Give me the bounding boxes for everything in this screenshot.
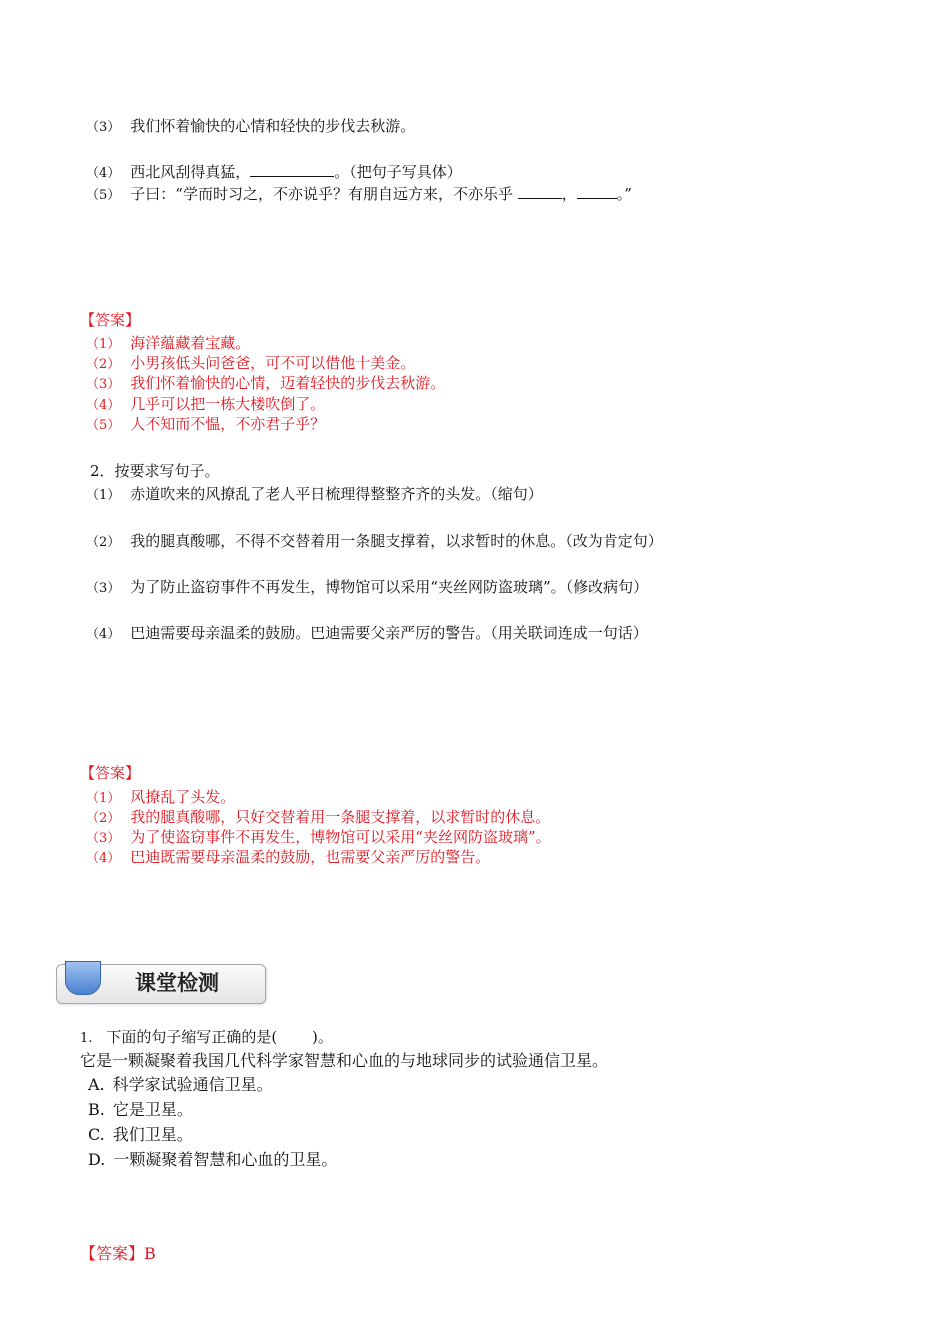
fill-blank[interactable] xyxy=(250,162,334,177)
item-number: （2） xyxy=(86,811,121,826)
section-header-classroom-test xyxy=(56,964,266,1004)
answer-item-3 xyxy=(86,373,445,395)
item-number: （4） xyxy=(86,166,121,181)
answer-label: 【答案】 xyxy=(80,764,141,782)
item-text: 为了使盗窃事件不再发生，博物馆可以采用“夹丝网防盗玻璃”。 xyxy=(130,828,551,846)
item-text-middle: ， xyxy=(561,185,577,203)
item-number: （3） xyxy=(86,377,121,392)
item-text: 我的腿真酸哪，只好交替着用一条腿支撑着，以求暂时的休息。 xyxy=(130,808,551,826)
quiz-option-c[interactable] xyxy=(88,1125,193,1145)
option-text: 我们卫星。 xyxy=(112,1125,193,1144)
option-key: D. xyxy=(88,1150,106,1169)
quiz-number: 1. xyxy=(80,1031,93,1046)
answer-value: B xyxy=(144,1244,156,1263)
question-item-4 xyxy=(86,162,462,184)
item-text: 几乎可以把一栋大楼吹倒了。 xyxy=(130,395,326,413)
item-number: （4） xyxy=(86,398,121,413)
answer-item-1 xyxy=(86,333,250,355)
item-text-before: 子曰：“学而时习之，不亦说乎？有朋自远方来，不亦乐乎 xyxy=(130,185,518,203)
quiz-option-b[interactable] xyxy=(88,1100,193,1120)
answer-item-5 xyxy=(86,414,325,436)
item-text: 为了防止盗窃事件不再发生，博物馆可以采用“夹丝网防盗玻璃”。（修改病句） xyxy=(130,578,649,596)
item-text-after: 。” xyxy=(616,185,632,203)
quiz-option-a[interactable] xyxy=(88,1075,273,1095)
quiz-sentence: 它是一颗凝聚着我国几代科学家智慧和心血的与地球同步的试验通信卫星。 xyxy=(80,1051,609,1070)
bookmark-tab-icon xyxy=(65,961,101,995)
answer-label: 【答案】 xyxy=(80,311,141,329)
item-number: （5） xyxy=(86,188,121,203)
item-text: 我们怀着愉快的心情和轻快的步伐去秋游。 xyxy=(130,117,416,135)
option-text: 它是卫星。 xyxy=(112,1100,193,1119)
option-key: B. xyxy=(88,1100,105,1119)
question-2-item-1 xyxy=(86,484,543,506)
answer-item-2 xyxy=(86,807,550,829)
answer-item-3 xyxy=(86,827,551,849)
item-number: （4） xyxy=(86,627,121,642)
item-text-before: 西北风刮得真猛， xyxy=(130,163,251,181)
answer-label: 【答案】 xyxy=(80,1244,145,1263)
question-2-item-3 xyxy=(86,577,648,599)
item-number: （1） xyxy=(86,337,121,352)
item-text-after: 。（把句子写具体） xyxy=(334,163,462,181)
section-title: 课堂检测 xyxy=(135,971,219,995)
item-text: 我们怀着愉快的心情，迈着轻快的步伐去秋游。 xyxy=(130,374,446,392)
option-text: 一颗凝聚着智慧和心血的卫星。 xyxy=(113,1150,338,1169)
option-key: A. xyxy=(88,1075,105,1094)
item-text: 人不知而不愠，不亦君子乎？ xyxy=(130,415,326,433)
fill-blank[interactable] xyxy=(577,184,617,199)
item-number: （1） xyxy=(86,791,121,806)
answer-item-4 xyxy=(86,847,490,869)
item-text: 巴迪需要母亲温柔的鼓励。巴迪需要父亲严厉的警告。（用关联词连成一句话） xyxy=(130,624,648,642)
option-text: 科学家试验通信卫星。 xyxy=(112,1075,273,1094)
question-2-item-2 xyxy=(86,531,663,553)
quiz-option-d[interactable] xyxy=(88,1150,337,1170)
item-number: （3） xyxy=(86,581,121,596)
item-text: 海洋蕴藏着宝藏。 xyxy=(130,334,251,352)
item-number: （5） xyxy=(86,418,121,433)
question-2-item-4 xyxy=(86,623,648,645)
item-number: （2） xyxy=(86,357,121,372)
question-2-title: 2．按要求写句子。 xyxy=(90,462,220,480)
question-item-5 xyxy=(86,184,632,206)
item-number: （1） xyxy=(86,488,121,503)
item-number: （3） xyxy=(86,831,121,846)
question-item-3 xyxy=(86,116,415,138)
item-number: （2） xyxy=(86,535,121,550)
item-text: 赤道吹来的风撩乱了老人平日梳理得整整齐齐的头发。（缩句） xyxy=(130,485,543,503)
fill-blank[interactable] xyxy=(518,184,562,199)
item-number: （4） xyxy=(86,851,121,866)
quiz-question-text: 下面的句子缩写正确的是( )。 xyxy=(106,1028,333,1046)
answer-item-4 xyxy=(86,394,325,416)
item-text: 小男孩低头问爸爸，可不可以借他十美金。 xyxy=(130,354,416,372)
item-text: 风撩乱了头发。 xyxy=(130,788,236,806)
quiz-answer xyxy=(80,1244,156,1264)
item-text: 巴迪既需要母亲温柔的鼓励，也需要父亲严厉的警告。 xyxy=(130,848,491,866)
option-key: C. xyxy=(88,1125,105,1144)
item-text: 我的腿真酸哪，不得不交替着用一条腿支撑着，以求暂时的休息。（改为肯定句） xyxy=(130,532,663,550)
answer-item-1 xyxy=(86,787,235,809)
answer-item-2 xyxy=(86,353,415,375)
quiz-question-1 xyxy=(80,1027,333,1049)
item-number: （3） xyxy=(86,120,121,135)
